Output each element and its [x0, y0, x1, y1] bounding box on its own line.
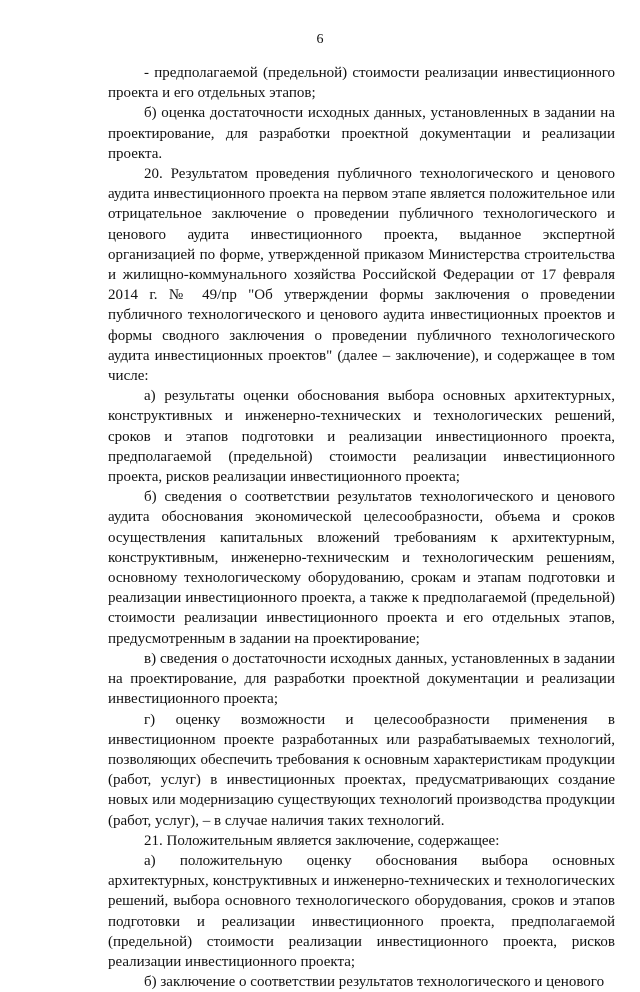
paragraph-21-positive: 21. Положительным является заключение, содержащее: — [144, 832, 500, 849]
paragraph-sufficiency-assessment: б) оценка достаточности исходных данных, установленных в задании на проектирование, для разработки проектной документации и реализации проекта. — [108, 105, 615, 162]
paragraph-21a: а) положительную оценку обоснования выбора основных архитектурных, конструктивных и инженерно-технических и технологических решений, выбора основного технологического оборудования, сроков и этапов подготовки и реализации инвестиционного проекта, предполагаемой (предельной) стоимости реализации инвестиционного проекта, рисков реализации инвестиционного проекта; — [108, 852, 615, 970]
paragraph-20v: в) сведения о достаточности исходных данных, установленных в задании на проектирование, для разработки проектной документации и реализации инвестиционного проекта; — [108, 650, 615, 708]
paragraph-20g: г) оценку возможности и целесообразности применения в инвестиционном проекте разработанных или разрабатываемых технологий, позволяющих обеспечить требования к основным характеристикам продукции (работ, услуг) в инвестиционных проектах, предусматривающих создание новых или модернизацию существующих технологий производства продукции (работ, услуг), – в случае наличия таких технологий. — [108, 711, 615, 829]
paragraph-price-stages: - предполагаемой (предельной) стоимости реализации инвестиционного проекта и его отдельных этапов; — [108, 65, 615, 102]
page-number: 6 — [316, 32, 324, 47]
paragraph-21b: б) заключение о соответствии результатов технологического и ценового — [144, 974, 605, 991]
paragraph-20a: а) результаты оценки обоснования выбора основных архитектурных, конструктивных и инженерно-технических и технологических решений, сроков и этапов подготовки и реализации инвестиционного проекта, предполагаемой (предельной) стоимости реализации инвестиционного проекта, рисков реализации инвестиционного проекта; — [108, 388, 615, 486]
paragraph-20-result: 20. Результатом проведения публичного технологического и ценового аудита инвестиционного проекта на первом этапе является положительное или отрицательное заключение о проведении публичного технологического и ценового аудита инвестиционного проекта, выданное экспертной организацией по форме, утвержденной приказом Министерства строительства и жилищно-коммунального хозяйства Российской Федерации от 17 февраля 2014 г. № 49/пр "Об утверждении формы заключения о проведении публичного технологического и ценового аудита инвестиционных проектов и формы сводного заключения о проведении публичного технологического аудита инвестиционных проектов" (далее – заключение), и содержащее в том числе: — [108, 166, 615, 385]
paragraph-20b: б) сведения о соответствии результатов технологического и ценового аудита обоснования экономической целесообразности, объема и сроков осуществления капитальных вложений требованиям к архитектурным, конструктивным, инженерно-техническим и технологическим решениям, основному технологическому оборудованию, срокам и этапам подготовки и реализации инвестиционного проекта, а также к предполагаемой (предельной) стоимости реализации инвестиционного проекта и его отдельных этапов, предусмотренным в задании на проектирование; — [108, 489, 615, 647]
document-body — [108, 63, 615, 992]
